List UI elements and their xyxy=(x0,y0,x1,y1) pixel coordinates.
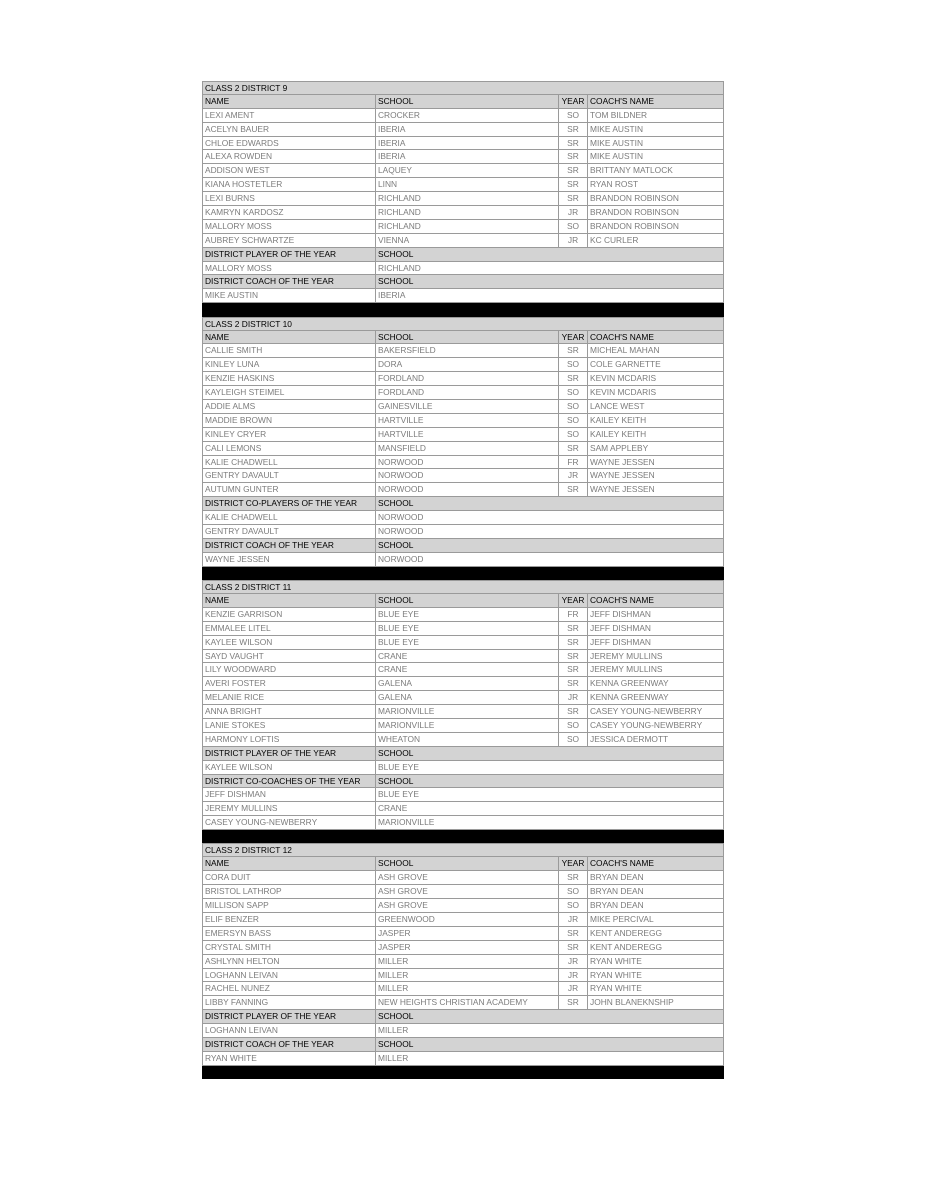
table-row xyxy=(202,871,724,885)
player-name: KINLEY CRYER xyxy=(205,428,267,439)
table-row xyxy=(202,150,724,164)
player-year: SO xyxy=(558,414,587,427)
coach-name: RYAN WHITE xyxy=(587,982,723,995)
district-title-row xyxy=(202,843,724,857)
player-name: KENZIE GARRISON xyxy=(205,608,283,619)
player-year: SR xyxy=(558,636,587,649)
award-entry-row xyxy=(202,816,724,830)
table-row xyxy=(202,650,724,664)
player-year: SR xyxy=(558,622,587,635)
player-name: AUBREY SCHWARTZE xyxy=(205,234,295,245)
table-row xyxy=(202,622,724,636)
section-divider-bar xyxy=(202,830,724,843)
district-section xyxy=(202,81,724,317)
player-year: SR xyxy=(558,996,587,1009)
award-label: DISTRICT CO-COACHES OF THE YEAR xyxy=(205,775,361,786)
award-label: DISTRICT COACH OF THE YEAR xyxy=(205,1038,334,1049)
player-school: BLUE EYE xyxy=(375,622,558,635)
player-year: SR xyxy=(558,663,587,676)
player-name: KENZIE HASKINS xyxy=(205,373,275,384)
table-row xyxy=(202,414,724,428)
award-header-row xyxy=(202,248,724,262)
award-header-row xyxy=(202,1010,724,1024)
player-name: LANIE STOKES xyxy=(205,719,266,730)
award-winner-name: JEFF DISHMAN xyxy=(205,789,266,800)
player-year: SR xyxy=(558,137,587,150)
player-school: MANSFIELD xyxy=(375,442,558,455)
award-entry-row xyxy=(202,525,724,539)
player-year: SO xyxy=(558,719,587,732)
player-school: BLUE EYE xyxy=(375,636,558,649)
coach-name: JEREMY MULLINS xyxy=(587,663,723,676)
coach-name: KEVIN MCDARIS xyxy=(587,386,723,399)
player-school: GREENWOOD xyxy=(375,913,558,926)
table-row xyxy=(202,123,724,137)
player-name: CORA DUIT xyxy=(205,872,251,883)
coach-name: KC CURLER xyxy=(587,234,723,247)
award-header-row xyxy=(202,497,724,511)
player-school: BLUE EYE xyxy=(375,608,558,621)
award-winner-school: MARIONVILLE xyxy=(375,816,723,829)
district-title-row xyxy=(202,81,724,95)
header-year: YEAR xyxy=(558,95,587,108)
table-row xyxy=(202,636,724,650)
player-year: SR xyxy=(558,483,587,496)
player-name: LIBBY FANNING xyxy=(205,997,269,1008)
coach-name: JEFF DISHMAN xyxy=(587,608,723,621)
table-row xyxy=(202,996,724,1010)
player-name: CRYSTAL SMITH xyxy=(205,941,271,952)
coach-name: MIKE AUSTIN xyxy=(587,150,723,163)
coach-name: RYAN WHITE xyxy=(587,955,723,968)
player-school: CROCKER xyxy=(375,109,558,122)
player-school: NORWOOD xyxy=(375,469,558,482)
player-year: SR xyxy=(558,941,587,954)
player-name: BRISTOL LATHROP xyxy=(205,886,282,897)
award-winner-name: KAYLEE WILSON xyxy=(205,761,273,772)
player-name: KAYLEE WILSON xyxy=(205,636,273,647)
award-winner-name: JEREMY MULLINS xyxy=(205,803,278,814)
district-title: CLASS 2 DISTRICT 9 xyxy=(205,83,288,93)
coach-name: RYAN WHITE xyxy=(587,969,723,982)
coach-name: JEFF DISHMAN xyxy=(587,622,723,635)
player-year: FR xyxy=(558,608,587,621)
table-row xyxy=(202,137,724,151)
award-winner-name: WAYNE JESSEN xyxy=(205,553,270,564)
header-name: NAME xyxy=(205,858,230,869)
player-name: KAYLEIGH STEIMEL xyxy=(205,387,285,398)
coach-name: RYAN ROST xyxy=(587,178,723,191)
table-row xyxy=(202,206,724,220)
award-winner-school: NORWOOD xyxy=(375,553,723,566)
player-year: SO xyxy=(558,428,587,441)
award-winner-school: MILLER xyxy=(375,1052,723,1065)
award-header-row xyxy=(202,747,724,761)
player-year: SR xyxy=(558,927,587,940)
player-name: KINLEY LUNA xyxy=(205,359,260,370)
player-school: ASH GROVE xyxy=(375,885,558,898)
player-school: LINN xyxy=(375,178,558,191)
player-school: ASH GROVE xyxy=(375,899,558,912)
table-row xyxy=(202,164,724,178)
player-school: NORWOOD xyxy=(375,456,558,469)
player-school: CRANE xyxy=(375,650,558,663)
player-year: SR xyxy=(558,871,587,884)
award-school-label: SCHOOL xyxy=(375,1038,723,1051)
player-school: JASPER xyxy=(375,941,558,954)
player-name: ANNA BRIGHT xyxy=(205,706,262,717)
header-school: SCHOOL xyxy=(375,95,558,108)
player-school: IBERIA xyxy=(375,137,558,150)
table-row xyxy=(202,969,724,983)
player-school: JASPER xyxy=(375,927,558,940)
table-row xyxy=(202,483,724,497)
award-header-row xyxy=(202,275,724,289)
player-school: IBERIA xyxy=(375,123,558,136)
coach-name: KENNA GREENWAY xyxy=(587,677,723,690)
player-year: JR xyxy=(558,234,587,247)
table-row xyxy=(202,927,724,941)
table-row xyxy=(202,344,724,358)
coach-name: MIKE AUSTIN xyxy=(587,137,723,150)
award-label: DISTRICT PLAYER OF THE YEAR xyxy=(205,747,337,758)
player-name: EMMALEE LITEL xyxy=(205,622,271,633)
coach-name: SAM APPLEBY xyxy=(587,442,723,455)
player-year: JR xyxy=(558,982,587,995)
award-winner-school: NORWOOD xyxy=(375,511,723,524)
player-school: IBERIA xyxy=(375,150,558,163)
coach-name: WAYNE JESSEN xyxy=(587,456,723,469)
header-coach: COACH'S NAME xyxy=(587,594,723,607)
table-row xyxy=(202,400,724,414)
coach-name: MIKE AUSTIN xyxy=(587,123,723,136)
player-school: MARIONVILLE xyxy=(375,719,558,732)
coach-name: BRYAN DEAN xyxy=(587,871,723,884)
player-school: MILLER xyxy=(375,969,558,982)
header-coach: COACH'S NAME xyxy=(587,95,723,108)
coach-name: JOHN BLANEKNSHIP xyxy=(587,996,723,1009)
award-winner-name: LOGHANN LEIVAN xyxy=(205,1025,278,1036)
table-row xyxy=(202,941,724,955)
player-school: RICHLAND xyxy=(375,192,558,205)
coach-name: WAYNE JESSEN xyxy=(587,469,723,482)
table-row xyxy=(202,705,724,719)
player-name: AUTUMN GUNTER xyxy=(205,484,279,495)
player-year: SO xyxy=(558,386,587,399)
award-school-label: SCHOOL xyxy=(375,248,723,261)
award-winner-name: MIKE AUSTIN xyxy=(205,290,259,301)
player-name: ADDISON WEST xyxy=(205,165,270,176)
player-year: SR xyxy=(558,150,587,163)
player-school: NEW HEIGHTS CHRISTIAN ACADEMY xyxy=(375,996,558,1009)
player-name: EMERSYN BASS xyxy=(205,927,272,938)
player-name: ASHLYNN HELTON xyxy=(205,955,280,966)
player-year: SR xyxy=(558,192,587,205)
player-name: GENTRY DAVAULT xyxy=(205,470,279,481)
coach-name: BRANDON ROBINSON xyxy=(587,192,723,205)
coach-name: MICHEAL MAHAN xyxy=(587,344,723,357)
coach-name: KENT ANDEREGG xyxy=(587,941,723,954)
player-year: SO xyxy=(558,733,587,746)
award-label: DISTRICT CO-PLAYERS OF THE YEAR xyxy=(205,498,358,509)
award-label: DISTRICT COACH OF THE YEAR xyxy=(205,539,334,550)
district-title-row xyxy=(202,580,724,594)
player-year: SR xyxy=(558,705,587,718)
player-name: LEXI AMENT xyxy=(205,109,255,120)
award-winner-school: BLUE EYE xyxy=(375,761,723,774)
player-year: JR xyxy=(558,913,587,926)
player-school: HARTVILLE xyxy=(375,414,558,427)
coach-name: LANCE WEST xyxy=(587,400,723,413)
player-school: MILLER xyxy=(375,955,558,968)
coach-name: BRANDON ROBINSON xyxy=(587,206,723,219)
player-name: MADDIE BROWN xyxy=(205,414,272,425)
award-winner-name: RYAN WHITE xyxy=(205,1052,257,1063)
table-row xyxy=(202,982,724,996)
player-year: SR xyxy=(558,677,587,690)
award-entry-row xyxy=(202,802,724,816)
award-header-row xyxy=(202,539,724,553)
award-entry-row xyxy=(202,289,724,303)
section-divider-bar xyxy=(202,303,724,316)
award-winner-name: CASEY YOUNG-NEWBERRY xyxy=(205,817,318,828)
player-school: FORDLAND xyxy=(375,372,558,385)
award-winner-school: NORWOOD xyxy=(375,525,723,538)
table-row xyxy=(202,358,724,372)
player-year: SO xyxy=(558,109,587,122)
table-row xyxy=(202,913,724,927)
player-school: MARIONVILLE xyxy=(375,705,558,718)
player-school: LAQUEY xyxy=(375,164,558,177)
award-school-label: SCHOOL xyxy=(375,775,723,788)
award-entry-row xyxy=(202,788,724,802)
table-row xyxy=(202,899,724,913)
column-header-row xyxy=(202,594,724,608)
header-year: YEAR xyxy=(558,331,587,344)
player-name: ACELYN BAUER xyxy=(205,123,270,134)
player-school: HARTVILLE xyxy=(375,428,558,441)
coach-name: JEFF DISHMAN xyxy=(587,636,723,649)
award-school-label: SCHOOL xyxy=(375,539,723,552)
award-label: DISTRICT COACH OF THE YEAR xyxy=(205,276,334,287)
coach-name: CASEY YOUNG-NEWBERRY xyxy=(587,719,723,732)
player-school: BAKERSFIELD xyxy=(375,344,558,357)
player-year: SR xyxy=(558,164,587,177)
player-name: SAYD VAUGHT xyxy=(205,650,264,661)
header-school: SCHOOL xyxy=(375,857,558,870)
coach-name: MIKE PERCIVAL xyxy=(587,913,723,926)
header-school: SCHOOL xyxy=(375,594,558,607)
award-entry-row xyxy=(202,1024,724,1038)
table-row xyxy=(202,456,724,470)
coach-name: KAILEY KEITH xyxy=(587,428,723,441)
coach-name: KAILEY KEITH xyxy=(587,414,723,427)
table-row xyxy=(202,428,724,442)
player-year: SR xyxy=(558,178,587,191)
all-district-sheet xyxy=(202,81,724,1079)
player-school: DORA xyxy=(375,358,558,371)
player-name: MILLISON SAPP xyxy=(205,900,269,911)
coach-name: COLE GARNETTE xyxy=(587,358,723,371)
player-year: SO xyxy=(558,885,587,898)
player-name: HARMONY LOFTIS xyxy=(205,733,280,744)
award-winner-name: MALLORY MOSS xyxy=(205,262,272,273)
award-school-label: SCHOOL xyxy=(375,497,723,510)
table-row xyxy=(202,469,724,483)
player-school: ASH GROVE xyxy=(375,871,558,884)
player-name: MALLORY MOSS xyxy=(205,220,272,231)
award-winner-school: IBERIA xyxy=(375,289,723,302)
award-label: DISTRICT PLAYER OF THE YEAR xyxy=(205,248,337,259)
table-row xyxy=(202,608,724,622)
table-row xyxy=(202,442,724,456)
table-row xyxy=(202,719,724,733)
player-school: GALENA xyxy=(375,691,558,704)
award-label: DISTRICT PLAYER OF THE YEAR xyxy=(205,1011,337,1022)
player-year: JR xyxy=(558,691,587,704)
player-school: WHEATON xyxy=(375,733,558,746)
player-year: SO xyxy=(558,400,587,413)
header-name: NAME xyxy=(205,95,230,106)
table-row xyxy=(202,109,724,123)
column-header-row xyxy=(202,95,724,109)
player-name: LILY WOODWARD xyxy=(205,664,277,675)
award-school-label: SCHOOL xyxy=(375,1010,723,1023)
table-row xyxy=(202,372,724,386)
player-year: SO xyxy=(558,358,587,371)
player-year: JR xyxy=(558,955,587,968)
player-year: SR xyxy=(558,123,587,136)
section-divider-bar xyxy=(202,567,724,580)
district-title: CLASS 2 DISTRICT 12 xyxy=(205,845,292,856)
player-name: LOGHANN LEIVAN xyxy=(205,969,278,980)
table-row xyxy=(202,192,724,206)
table-row xyxy=(202,663,724,677)
award-winner-name: GENTRY DAVAULT xyxy=(205,526,279,536)
table-row xyxy=(202,386,724,400)
header-name: NAME xyxy=(205,594,230,605)
player-school: RICHLAND xyxy=(375,220,558,233)
award-winner-name: KALIE CHADWELL xyxy=(205,512,278,523)
player-name: ALEXA ROWDEN xyxy=(205,151,273,162)
player-year: JR xyxy=(558,969,587,982)
header-school: SCHOOL xyxy=(375,331,558,344)
player-name: AVERI FOSTER xyxy=(205,678,266,689)
table-row xyxy=(202,733,724,747)
player-school: MILLER xyxy=(375,982,558,995)
coach-name: KENNA GREENWAY xyxy=(587,691,723,704)
coach-name: KEVIN MCDARIS xyxy=(587,372,723,385)
player-name: KALIE CHADWELL xyxy=(205,456,278,467)
player-name: ADDIE ALMS xyxy=(205,400,256,411)
award-winner-school: BLUE EYE xyxy=(375,788,723,801)
player-name: RACHEL NUNEZ xyxy=(205,983,270,994)
table-row xyxy=(202,885,724,899)
table-row xyxy=(202,691,724,705)
section-divider-bar xyxy=(202,1066,724,1079)
award-header-row xyxy=(202,1038,724,1052)
award-winner-school: CRANE xyxy=(375,802,723,815)
district-section xyxy=(202,580,724,843)
award-winner-school: RICHLAND xyxy=(375,262,723,275)
player-name: KIANA HOSTETLER xyxy=(205,179,283,190)
district-title: CLASS 2 DISTRICT 10 xyxy=(205,318,292,329)
award-school-label: SCHOOL xyxy=(375,747,723,760)
coach-name: WAYNE JESSEN xyxy=(587,483,723,496)
player-year: SO xyxy=(558,220,587,233)
player-year: SR xyxy=(558,372,587,385)
award-entry-row xyxy=(202,1052,724,1066)
player-school: NORWOOD xyxy=(375,483,558,496)
header-coach: COACH'S NAME xyxy=(587,857,723,870)
coach-name: BRYAN DEAN xyxy=(587,885,723,898)
player-school: FORDLAND xyxy=(375,386,558,399)
coach-name: JEREMY MULLINS xyxy=(587,650,723,663)
header-name: NAME xyxy=(205,331,230,342)
coach-name: JESSICA DERMOTT xyxy=(587,733,723,746)
table-row xyxy=(202,220,724,234)
district-title-row xyxy=(202,317,724,331)
award-entry-row xyxy=(202,511,724,525)
table-row xyxy=(202,677,724,691)
coach-name: BRYAN DEAN xyxy=(587,899,723,912)
header-coach: COACH'S NAME xyxy=(587,331,723,344)
player-school: RICHLAND xyxy=(375,206,558,219)
coach-name: TOM BILDNER xyxy=(587,109,723,122)
player-year: FR xyxy=(558,456,587,469)
player-name: CALLIE SMITH xyxy=(205,345,263,356)
district-section xyxy=(202,843,724,1079)
player-name: CALI LEMONS xyxy=(205,442,262,453)
player-year: SR xyxy=(558,344,587,357)
player-year: SR xyxy=(558,650,587,663)
player-name: LEXI BURNS xyxy=(205,193,255,204)
award-entry-row xyxy=(202,761,724,775)
player-year: SR xyxy=(558,442,587,455)
award-entry-row xyxy=(202,553,724,567)
coach-name: CASEY YOUNG-NEWBERRY xyxy=(587,705,723,718)
coach-name: BRITTANY MATLOCK xyxy=(587,164,723,177)
player-name: MELANIE RICE xyxy=(205,692,265,703)
award-winner-school: MILLER xyxy=(375,1024,723,1037)
coach-name: BRANDON ROBINSON xyxy=(587,220,723,233)
header-year: YEAR xyxy=(558,594,587,607)
award-header-row xyxy=(202,775,724,789)
player-name: CHLOE EDWARDS xyxy=(205,137,279,148)
column-header-row xyxy=(202,331,724,345)
award-school-label: SCHOOL xyxy=(375,275,723,288)
player-year: JR xyxy=(558,206,587,219)
coach-name: KENT ANDEREGG xyxy=(587,927,723,940)
player-school: CRANE xyxy=(375,663,558,676)
district-title: CLASS 2 DISTRICT 11 xyxy=(205,582,292,593)
table-row xyxy=(202,955,724,969)
header-year: YEAR xyxy=(558,857,587,870)
player-school: VIENNA xyxy=(375,234,558,247)
player-year: SO xyxy=(558,899,587,912)
award-entry-row xyxy=(202,262,724,276)
table-row xyxy=(202,178,724,192)
player-year: JR xyxy=(558,469,587,482)
player-name: KAMRYN KARDOSZ xyxy=(205,207,284,218)
table-row xyxy=(202,234,724,248)
column-header-row xyxy=(202,857,724,871)
player-name: ELIF BENZER xyxy=(205,913,259,924)
player-school: GALENA xyxy=(375,677,558,690)
player-school: GAINESVILLE xyxy=(375,400,558,413)
district-section xyxy=(202,317,724,580)
